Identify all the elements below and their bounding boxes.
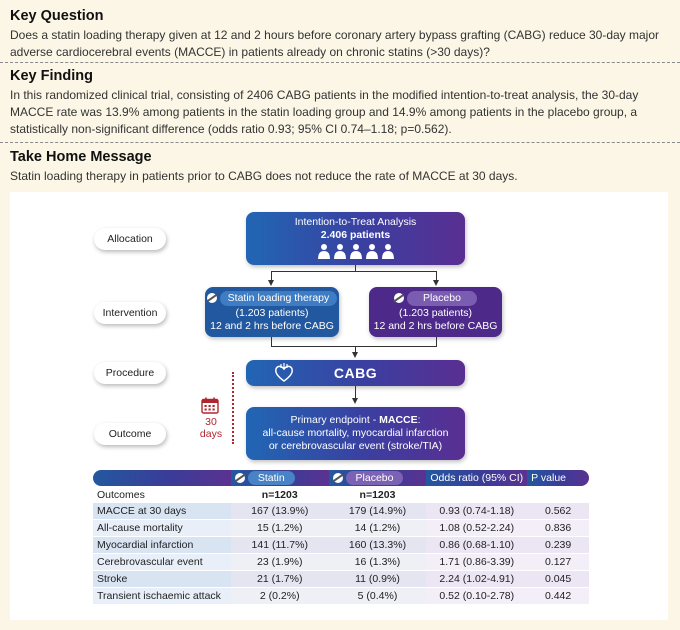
- or-cell: 1.71 (0.86-3.39): [426, 554, 527, 571]
- take-home-section: [10, 149, 672, 185]
- or-cell: 0.86 (0.68-1.10): [426, 537, 527, 554]
- endpoint-line2: all-cause mortality, myocardial infarction: [262, 427, 449, 439]
- connector: [271, 337, 272, 346]
- stage-allocation: Allocation: [94, 228, 166, 250]
- statin-arm-label: Statin loading therapy: [220, 291, 338, 306]
- key-finding-heading: Key Finding: [10, 68, 93, 84]
- outcome-cell: MACCE at 30 days: [93, 503, 231, 520]
- take-home-heading: Take Home Message: [10, 149, 152, 165]
- table-row: [93, 503, 589, 520]
- stage-intervention: Intervention: [94, 302, 166, 324]
- outcomes-label: Outcomes: [97, 488, 145, 501]
- outcome-cell: All-cause mortality: [93, 520, 231, 537]
- placebo-cell: 16 (1.3%): [329, 554, 427, 571]
- statin-arm-patients: (1.203 patients): [235, 307, 309, 319]
- placebo-cell: 5 (0.4%): [329, 588, 427, 605]
- p-cell: 0.045: [527, 571, 589, 588]
- statin-cell: 167 (13.9%): [231, 503, 329, 520]
- people-group-icon: [316, 243, 396, 259]
- placebo-arm-label: Placebo: [407, 291, 477, 306]
- stage-procedure: Procedure: [94, 362, 166, 384]
- statin-cell: 2 (0.2%): [231, 588, 329, 605]
- outcome-cell: Transient ischaemic attack: [93, 588, 231, 605]
- procedure-label: CABG: [333, 365, 378, 381]
- table-row: [93, 520, 589, 537]
- statin-cell: 21 (1.7%): [231, 571, 329, 588]
- table-header-row: [93, 470, 589, 486]
- arrow-head: [352, 398, 358, 404]
- table-row: [93, 554, 589, 571]
- divider: [0, 142, 680, 143]
- connector: [271, 271, 272, 280]
- key-finding-text: In this randomized clinical trial, consisting of 2406 CABG patients in the modified intention-to-treat analysis, the 30-day MACCE rate was 13.9% among patients in the statin loading group and 14.9% among patients in the placebo group, a statistically non-significant difference (odds ratio 0.93; 95% CI 0.74–1.18; p=0.562).: [10, 88, 639, 136]
- arrow-head: [433, 280, 439, 286]
- timing-line: [232, 372, 234, 444]
- statin-arm-box: [205, 287, 339, 337]
- outcome-cell: Myocardial infarction: [93, 537, 231, 554]
- outcome-cell: Cerebrovascular event: [93, 554, 231, 571]
- table-row: [93, 588, 589, 605]
- or-cell: 1.08 (0.52-2.24): [426, 520, 527, 537]
- placebo-arm-timing: 12 and 2 hrs before CABG: [373, 320, 498, 332]
- placebo-cell: 179 (14.9%): [329, 503, 427, 520]
- endpoint-line3: or cerebrovascular event (stroke/TIA): [268, 440, 443, 452]
- connector: [436, 271, 437, 280]
- divider: [0, 62, 680, 63]
- key-finding-section: [10, 68, 672, 138]
- table-row: [93, 537, 589, 554]
- p-cell: 0.442: [527, 588, 589, 605]
- itt-title: Intention-to-Treat Analysis: [294, 216, 417, 228]
- placebo-header: Placebo: [346, 471, 404, 485]
- placebo-arm-patients: (1.203 patients): [399, 307, 472, 319]
- itt-box: [246, 212, 465, 265]
- p-cell: 0.127: [527, 554, 589, 571]
- statin-n: n=1203: [261, 488, 298, 501]
- or-cell: 0.52 (0.10-2.78): [426, 588, 527, 605]
- pill-icon: [394, 293, 404, 303]
- table-header-cell: [231, 470, 329, 486]
- connector: [271, 346, 437, 347]
- key-question-text: Does a statin loading therapy given at 12 and 2 hours before coronary artery bypass grafting (CABG) reduce 30-day major adverse cardiocerebral events (MACCE) in patients already on chronic statins (>30 days)?: [10, 28, 660, 59]
- results-table: [93, 470, 589, 605]
- placebo-cell: 11 (0.9%): [329, 571, 427, 588]
- statin-header: Statin: [248, 471, 295, 485]
- arrow-head: [352, 352, 358, 358]
- table-subheader-row: [93, 486, 589, 503]
- statin-cell: 15 (1.2%): [231, 520, 329, 537]
- table-header-cell: [93, 470, 231, 486]
- pill-icon: [207, 293, 217, 303]
- key-question-section: [10, 8, 672, 61]
- key-question-heading: Key Question: [10, 8, 104, 24]
- take-home-text: Statin loading therapy in patients prior to CABG does not reduce the rate of MACCE at 30 days.: [10, 169, 518, 183]
- calendar-icon: [201, 397, 219, 414]
- p-cell: 0.239: [527, 537, 589, 554]
- placebo-arm-box: [369, 287, 502, 337]
- stage-outcome: Outcome: [94, 423, 166, 445]
- or-header: Odds ratio (95% CI): [426, 470, 527, 486]
- pill-icon: [333, 473, 343, 483]
- endpoint-line1: Primary endpoint - MACCE:: [290, 414, 421, 426]
- connector: [271, 271, 437, 272]
- itt-count: 2.406 patients: [320, 229, 391, 241]
- statin-cell: 141 (11.7%): [231, 537, 329, 554]
- placebo-cell: 160 (13.3%): [329, 537, 427, 554]
- timing-label: 30 days: [199, 416, 223, 440]
- p-cell: 0.836: [527, 520, 589, 537]
- or-cell: 2.24 (1.02-4.91): [426, 571, 527, 588]
- statin-arm-timing: 12 and 2 hrs before CABG: [210, 320, 334, 332]
- outcome-cell: Stroke: [93, 571, 231, 588]
- connector: [355, 386, 356, 398]
- procedure-box: [246, 360, 465, 386]
- p-cell: 0.562: [527, 503, 589, 520]
- pill-icon: [235, 473, 245, 483]
- table-row: [93, 571, 589, 588]
- arrow-head: [268, 280, 274, 286]
- table-header-cell: [329, 470, 427, 486]
- heart-icon: [273, 362, 295, 384]
- statin-cell: 23 (1.9%): [231, 554, 329, 571]
- placebo-n: n=1203: [359, 488, 396, 501]
- placebo-cell: 14 (1.2%): [329, 520, 427, 537]
- endpoint-box: [246, 407, 465, 460]
- or-cell: 0.93 (0.74-1.18): [426, 503, 527, 520]
- connector: [436, 337, 437, 346]
- p-header: P value: [527, 470, 589, 486]
